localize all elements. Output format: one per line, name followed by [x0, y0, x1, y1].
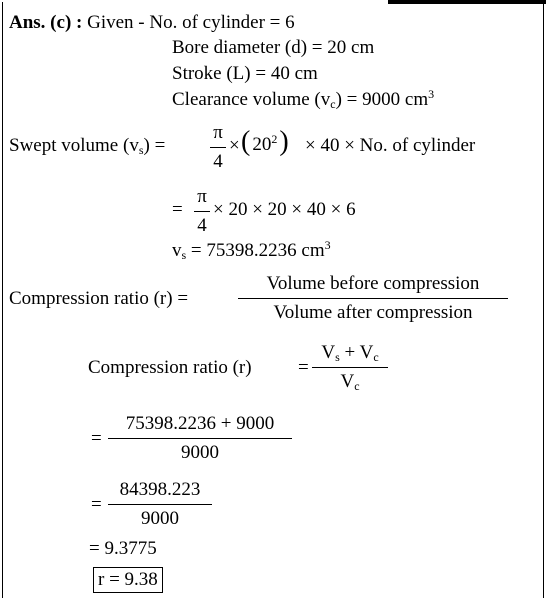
swept-expression: ×	[229, 135, 240, 156]
swept-volume-result: $v_s = 75398.2236$ $cm^3$	[172, 238, 331, 262]
pi-over-4-fraction: π 4	[210, 122, 226, 173]
bore-line: Bore diameter (d) = 20 cm	[172, 37, 375, 58]
compression-ratio-definition-fraction: Volume before compression Volume after compression	[238, 273, 508, 324]
top-border-segment	[388, 0, 546, 4]
final-answer-box: r = 9.38	[93, 567, 163, 593]
compression-ratio-formula-label: Compression ratio (r)	[88, 357, 252, 378]
clearance-line: Clearance volume $(v_c) = 9000$ $cm^3$	[172, 87, 435, 111]
given-line	[9, 12, 295, 34]
cylinders-given: Given - No. of cylinder = 6	[87, 12, 295, 33]
swept-product: × 20 × 20 × 40 × 6	[213, 199, 356, 220]
squared-term: ( $20^2$)	[241, 126, 289, 157]
vs-vc-fraction: $V_s + V_c$ $V_c$	[312, 342, 388, 393]
step1-fraction: 75398.2236 + 9000 9000	[108, 413, 292, 464]
step2-eq: =	[91, 494, 102, 515]
swept-volume-label: Swept volume $(v_s)$ =	[9, 135, 166, 157]
stroke-line: Stroke (L) = 40 cm	[172, 63, 318, 84]
swept-eq: =	[172, 199, 183, 220]
compression-ratio-label: Compression ratio (r) =	[9, 288, 189, 309]
pi-over-4-fraction-2: π 4	[194, 186, 210, 237]
swept-rest: × 40 × No. of cylinder	[305, 135, 476, 156]
answer-label: Ans. (c) :	[9, 12, 83, 33]
step2-fraction: 84398.223 9000	[108, 479, 212, 530]
step1-eq: =	[91, 428, 102, 449]
step3-result: = 9.3775	[89, 538, 157, 559]
compression-ratio-eq: =	[298, 357, 309, 378]
